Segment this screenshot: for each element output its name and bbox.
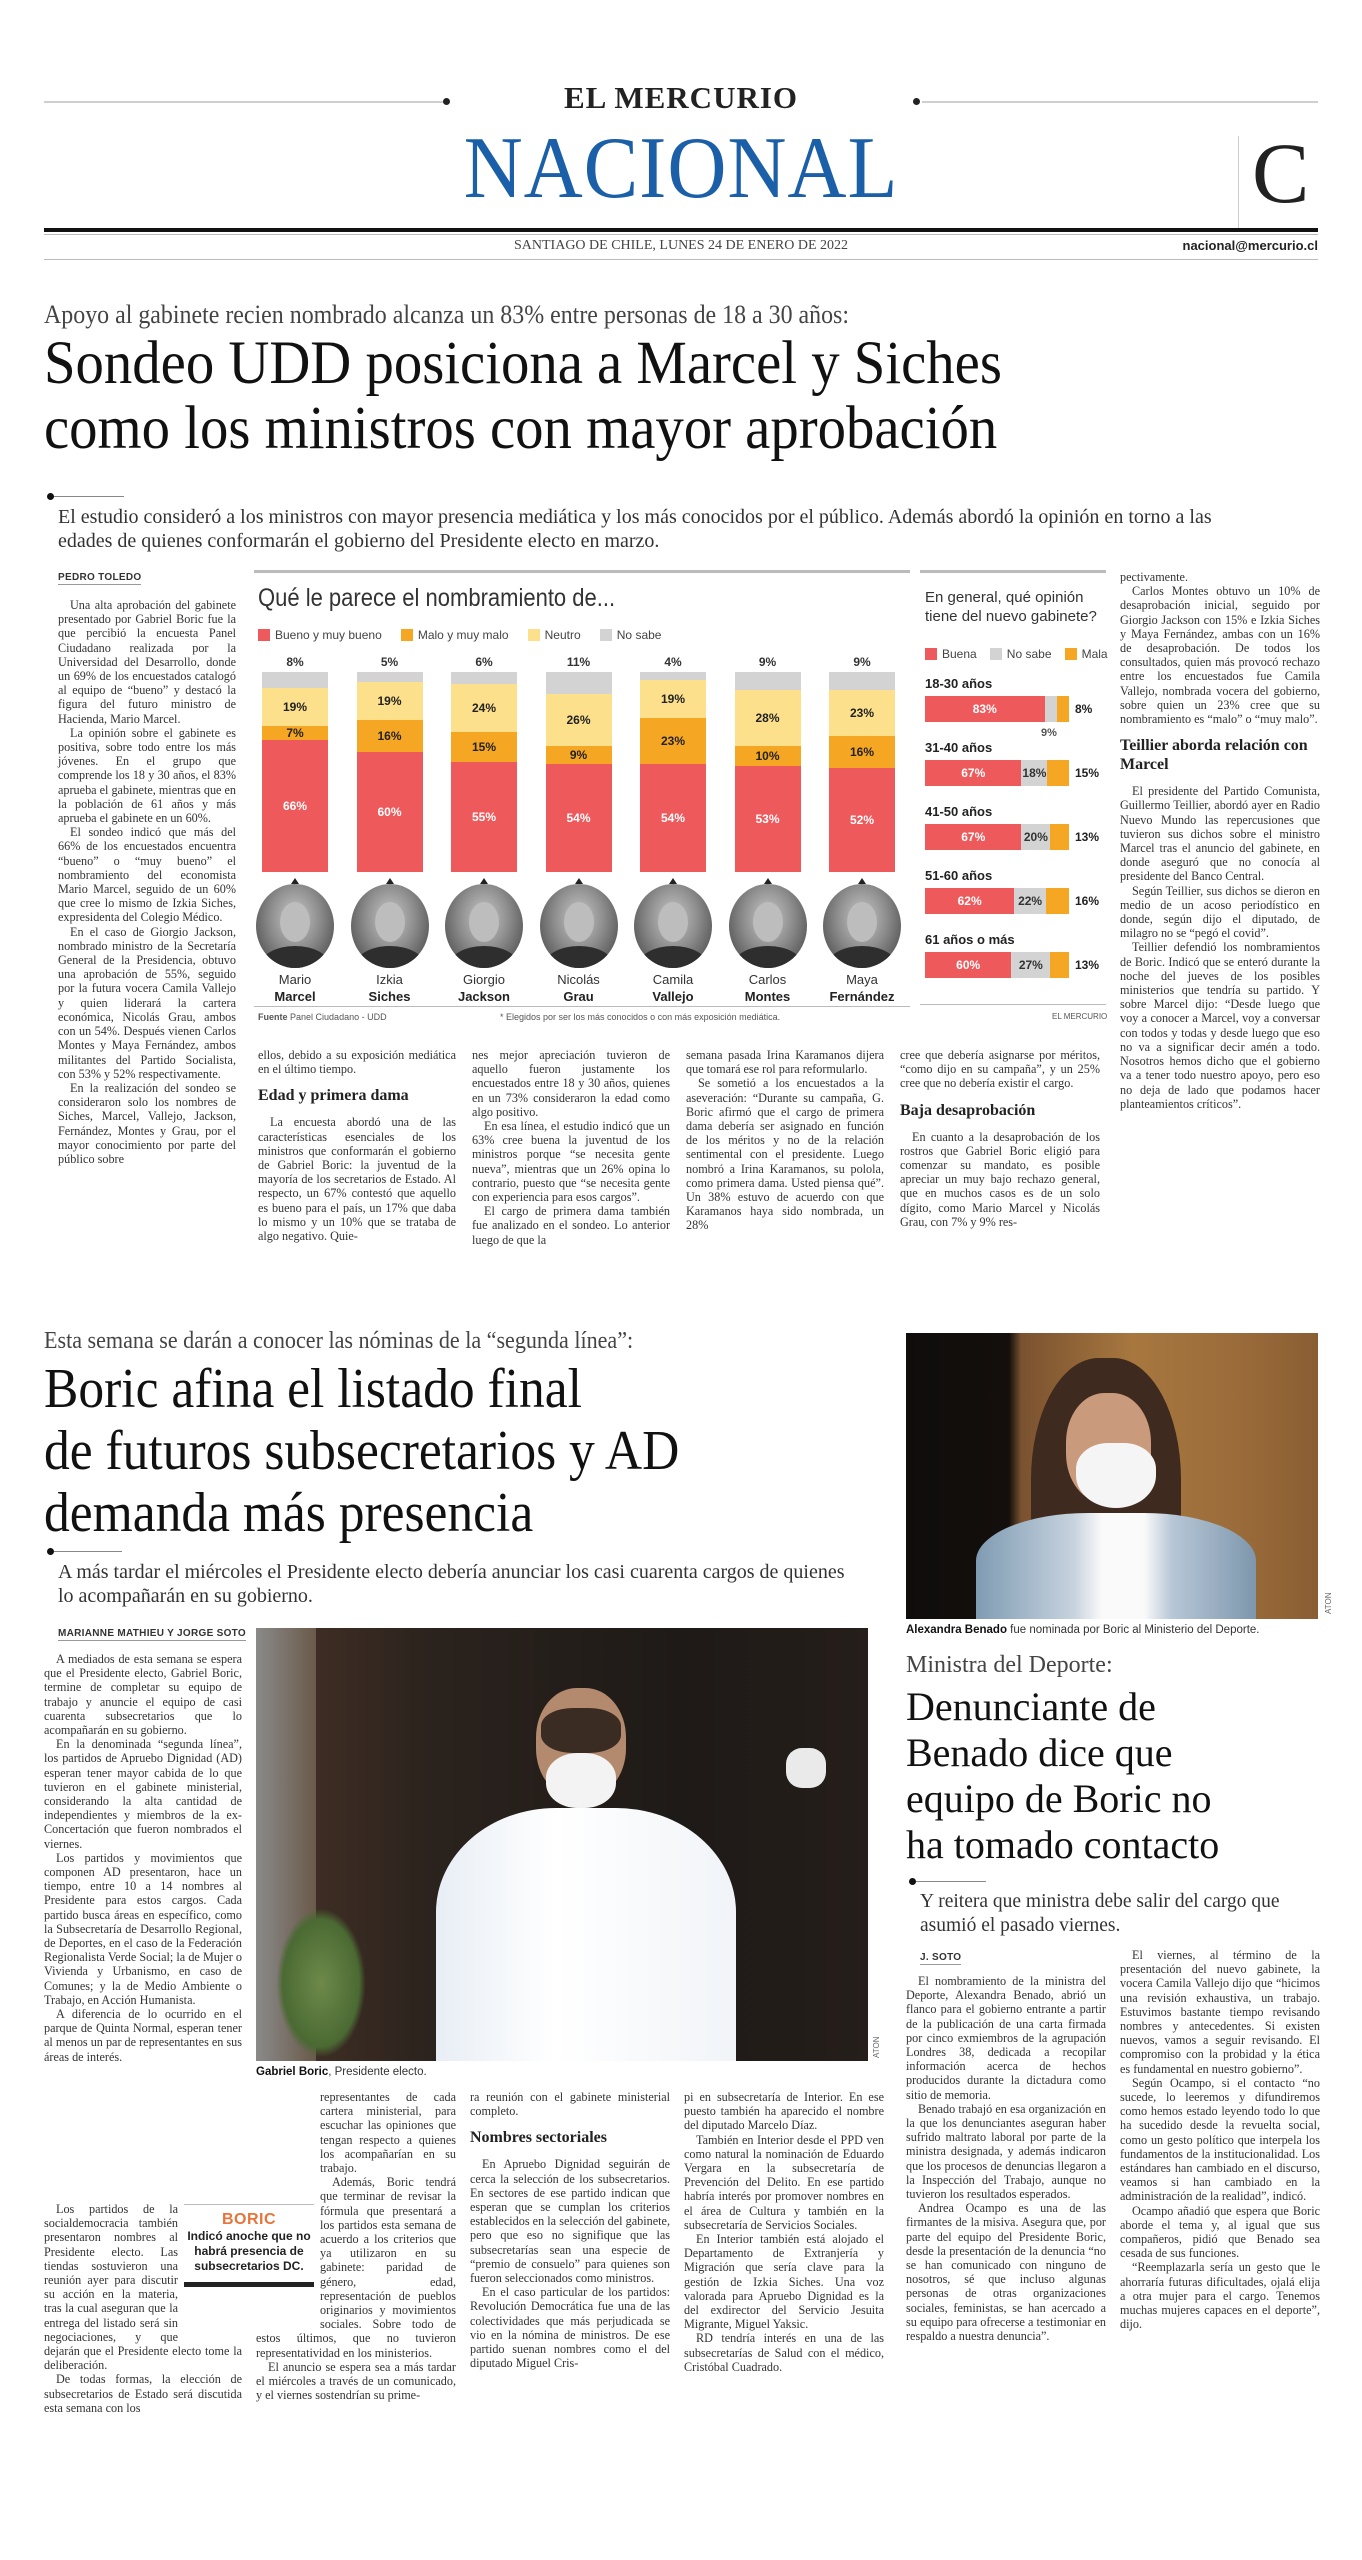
article3-byline: J. SOTO [920,1952,962,1963]
chart2-top-rule [920,570,1106,573]
hbar-value-label: 13% [1075,830,1100,844]
minister-first-name: Nicolás [557,972,600,987]
photo-background-person [786,1748,826,1788]
bar-segment-no-sabe [546,672,612,694]
article2-headline-line: demanda más presencia [44,1482,534,1544]
bar-value-label: 7% [286,726,304,740]
hbar-segment-mala [1050,824,1069,850]
legend-label: No sabe [616,628,662,642]
paragraph: En el caso particular de los partidos: Revolución Democrática fue una de las colectividades que más perjudicada se vio en la nómina de ministros. De ese partido suenan nombres como el del diputado Miguel Cris- [470,2285,670,2371]
hbar-segment-no-sabe [1045,696,1058,722]
subheading: Teillier aborda relación con Marcel [1120,737,1308,774]
minister-first-name: Giorgio [463,972,505,987]
paragraph: Benado trabajó en esa organización en la que los denunciantes aseguran haber sufrido maltrato laboral por parte de la ministra designada, y además indicaron que los procesos de denuncias llegaron a la Inspección del Trabajo, aunque no tuvieron los resultados esperados. [906,2101,1106,2202]
bar-group [735,650,801,1006]
photo-mask [1076,1443,1156,1508]
paragraph: El sondeo indicó que más del 66% de los encuestados encuentra “bueno” o “muy bueno” el nombramiento del economista Mario Marcel, seguido de un 60% que cree lo mismo de Izkia Siches, expresidenta del Colegio Médico. [58,825,236,925]
photo-shirt [436,1808,736,2061]
hbar-segment-mala [1050,952,1069,978]
photo-caption [906,1624,1259,1636]
article2-column-1 [44,1652,242,2064]
minister-last-name: Vallejo [652,989,694,1004]
photo-shoulders [638,946,708,968]
bar-value-label: 8% [286,655,304,669]
masthead-rule-right [922,101,1318,103]
article2-headline-line: Boric afina el listado final [44,1358,582,1420]
paragraph: En cuanto a la desaprobación de los rostros que Gabriel Boric eligió para comenzar su mandato, es posible apreciar un muy bajo rechazo general, que en muchos casos es de un solo dígito, como Mario Marcel y Nicolás Grau, con 7% y 9% res- [900,1129,1100,1229]
bar-value-label: 9% [853,655,871,669]
paragraph: Los partidos y movimientos que componen AD presentaron, hace un tiempo, entre 10 a 14 nombres al Presidente para estos cargos. Cada partido busca áreas en específico, como la Subsecretaría de Desarrollo Regional, de Deportes, en el caso de la Federación Regionalista Verde Social; la de Mujer o Vivienda y Urbanismo, en caso de Comunes; y la de Medio Ambiente o Trabajo, en Acción Humanista. [44,1850,242,2007]
paragraph: Carlos Montes obtuvo un 10% de desaprobación inicial, seguido por Giorgio Jackson con 15% e Izkia Siches y Maya Fernández, ambas con un 16% de desaprobación. De todos los consultados, quien más provocó rechazo entre los encuestados fue Camila Vallejo, nombrada vocera del gobierno, sobre quien un 23% cree que su nombramiento es “malo” o “muy malo”. [1120,584,1320,727]
article2-headline [44,1358,679,1544]
bar-value-label: 5% [380,655,399,669]
paragraph-continued: pectivamente. [1120,570,1189,584]
photo-caption [256,2066,427,2078]
paragraph: También en Interior desde el PPD ven como natural la nominación de Eduardo Vergara en la subsecretaría de Prevención del Delito. En ese partido habría interés por promover nombres en el área de Cultura y también en la subsecretaría de Servicios Sociales. [684,2132,884,2232]
bar-value-label: 6% [475,655,493,669]
minister-last-name: Grau [563,989,594,1004]
article3-headline [906,1684,1219,1868]
article3-deck: Y reitera que ministra debe salir del cargo que asumió el pasado viernes. [920,1891,1280,1936]
article1-column-2 [258,1048,456,1243]
section-letter: C [1252,125,1310,221]
photo-plant [276,1908,366,2058]
bar-value-label: 23% [849,706,875,720]
pullquote-rule-bottom [184,2282,314,2287]
masthead-rule-thin [44,234,1318,235]
photo-credit: ATON [872,2036,881,2058]
source-value: Panel Ciudadano - UDD [290,1012,387,1022]
bar-value-label: 15% [471,740,497,754]
article2-deck: A más tardar el miércoles el Presidente electo debería anunciar los casi cuarenta cargos de quienes lo acompañarán en su gobierno. [58,1561,845,1607]
chart1-source [258,1012,387,1022]
bar-value-label: 52% [849,813,875,827]
photo-shoulders [827,946,897,968]
section-email[interactable]: nacional@mercurio.cl [1182,238,1318,253]
subheading: Baja desaprobación [900,1101,1036,1119]
minister-last-name: Siches [368,989,411,1004]
age-group-label: 18-30 años [925,676,993,691]
article3-headline-line: equipo de Boric no [906,1776,1212,1821]
paragraph: “Reemplazarla sería un gesto que le ahorraría futuras dificultades, ojalá elija a otra mujer para el cargo. Tenemos muchas mujeres capaces en el deporte”, dijo. [1120,2260,1320,2332]
photo-face [469,902,499,942]
photo-face [375,902,405,942]
hbar-value-label: 62% [957,894,982,908]
legend-swatch-malo [401,629,413,641]
bar-value-label: 19% [660,692,686,706]
legend-swatch-bueno [258,629,270,641]
minister-first-name: Mario [278,972,312,987]
pullquote [184,2204,314,2287]
pullquote-rule-top [184,2204,314,2205]
minister-photo [351,884,429,968]
article2-column-4 [684,2090,884,2374]
bar-value-label: 9% [569,748,588,762]
hbar-value-label: 22% [1018,894,1043,908]
article1-deck: El estudio consideró a los ministros con mayor presencia mediática y los más conocidos por el público. Además abordó la opinión en torno a las edades de quienes conformarán el gobierno del Presidente electo en marzo. [58,506,1212,552]
legend-label: Malo y muy malo [417,628,509,642]
bar-value-label: 55% [471,810,497,824]
bar-group [546,650,612,1006]
legend-mala [1065,647,1108,661]
article1-kicker: Apoyo al gabinete recien nombrado alcanza un 83% entre personas de 18 a 30 años: [44,300,850,329]
paragraph-continued: ellos, debido a su exposición mediática en el último tiempo. [258,1048,456,1077]
chart1-title: Qué le parece el nombramiento de... [258,584,616,612]
photo-credit: ATON [1324,1592,1333,1614]
bar-segment-no-sabe [829,672,895,690]
article1-headline-line2: como los ministros con mayor aprobación [44,394,998,462]
paragraph-continued: representantes de cada cartera ministerial, para escuchar las opiniones que tengan respecto a quienes los acompañarían en su trabajo. [320,2090,456,2176]
bar-value-label: 9% [758,655,777,669]
legend-swatch-no-sabe [600,629,612,641]
article1-column-4 [686,1048,884,1233]
hbar-value-label: 13% [1075,958,1100,972]
minister-first-name: Camila [652,972,694,987]
legend-swatch-no-sabe [990,648,1002,660]
chart-nombramiento [254,650,914,1006]
bar-value-label: 60% [377,805,402,819]
photo-mask [546,1753,616,1808]
bar-value-label: 54% [566,811,591,825]
legend-swatch-mala [1065,648,1077,660]
article3-headline-line: Benado dice que [906,1730,1173,1775]
legend-no-sabe [990,647,1052,661]
paragraph: En la denominada “segunda línea”, los partidos de Apruebo Dignidad (AD) esperan tener mayor cabida de lo que tuvieron en el gabinete ministerial, considerando la alta cantidad de independientes y miembros de la ex-Concertación que fueron nombrados el viernes. [44,1737,242,1851]
paragraph: Andrea Ocampo es una de las firmantes de la misiva. Asegura que, por parte del equipo del Presidente Boric, desde la presentación de la denuncia “no se han comunicado con ninguno de nosotros, sé que incluso algunas personas de otras organizaciones sociales, feministas, se han acercado a su equipo para ofrecerse a testimoniar en respaldo a nuestra denuncia”. [906,2201,1106,2344]
photo-face [658,902,688,942]
bar-value-label: 24% [471,701,497,715]
hbar-value-label: 18% [1022,766,1047,780]
photo-shoulders [544,946,614,968]
bar-segment-no-sabe [640,672,706,680]
section-separator [1238,136,1239,228]
photo-alexandra-benado [906,1333,1318,1619]
pullquote-title: BORIC [221,2211,277,2228]
minister-last-name: Jackson [457,989,511,1004]
hbar-value-label: 20% [1023,830,1048,844]
paragraph: Una alta aprobación del gabinete presentado por Gabriel Boric fue la que percibió la encuesta Panel Ciudadano realizada por la Universidad del Desarrollo, donde un 69% de los encuestados catalogó al equipo de “bueno” y destacó la figura del futuro ministro de Hacienda, Mario Marcel. [58,598,236,726]
newspaper-logo: EL MERCURIO [563,80,799,115]
paragraph: Además, Boric tendrá que terminar de revisar la fórmula que presentará a los partidos esta semana de acuerdo a los criterios que ya utilizaron en su gabinete: paridad de género, edad, representación de pueblos originarios y movimientos sociales. Sobre todo de estos últimos, que no tuvieron representatividad en los ministerios. [256,2175,456,2360]
minister-last-name: Marcel [274,989,316,1004]
paragraph: La encuesta abordó una de las características esenciales de los ministros que conformarán el gobierno de Gabriel Boric: la juventud de la mayoría de los secretarios de Estado. Al respecto, un 67% contestó que aquello es bueno para el país, un 17% que daba lo mismo y un 10% que se trataba de algo negativo. Quie- [258,1115,456,1244]
bar-segment-no-sabe [735,672,801,690]
photo-shoulders [260,946,330,968]
chart2-title: En general, qué opinión tiene del nuevo gabinete? [925,589,1097,625]
paragraph: En Apruebo Dignidad seguirán de cerca la selección de los subsecretarios. En sectores de ese partido indican que esperan que se cumplan los criterios establecidos en la selección del gabinete, pero que eso no signifique que las subsecretarías sean una especie de “premio de consuelo” para quienes son fueron seleccionados como ministros. [470,2157,670,2286]
article1-headline [44,332,1002,461]
caption-text: , Presidente electo. [328,2066,427,2078]
hbar-value-label: 16% [1075,894,1100,908]
photo-jacket [976,1513,1256,1619]
source-label: Fuente [258,1012,288,1022]
bar-segment-no-sabe [262,672,328,688]
article1-column-6 [1120,570,1320,1111]
legend-swatch-buena [925,648,937,660]
paragraph: En Interior también está alojado el Departamento de Extranjería y Migración que sería clave para la gestión de Izkia Siches. Una voz valorada para Apruebo Dignidad es la del exdirector del Servicio Jesuita Migrante, Miguel Yaksic. [684,2232,884,2332]
bar-value-label: 66% [282,799,308,813]
minister-photo [823,884,901,968]
bar-value-label: 53% [755,812,780,826]
legend-label: Mala [1081,647,1108,661]
hbar-value-label: 83% [972,702,997,716]
paragraph: En la realización del sondeo se consideraron solo los nombres de Siches, Marcel, Vallejo, Jackson, Fernández, Montes y Grau, por el mayor conocimiento por parte del público sobre [58,1080,236,1166]
paragraph: Según Teillier, sus dichos se dieron en medio de un acoso periodístico en donde, según dijo el diputado, de milagro no se “pegó el covid”. [1120,883,1320,941]
legend-neutro [528,628,581,642]
paragraph: La opinión sobre el gabinete es positiva, sobre todo entre los más jóvenes. En el grupo que comprende los 18 y 30 años, el 83% aprueba el gabinete, mientras que en la población de 61 años y más aprueba el gabinete en un 60%. [58,725,236,826]
paragraph: A diferencia de lo ocurrido en el parque de Quinta Normal, esperan tener al menos un par de representantes en sus áreas de interés. [44,2007,242,2064]
minister-photo [540,884,618,968]
hbar-value-label: 60% [956,958,981,972]
age-group-label: 51-60 años [925,868,993,883]
paragraph-continued: semana pasada Irina Karamanos dijera que tomará ese rol para reformularlo. [686,1048,884,1077]
paragraph: RD tendría interés en una de las subsecretarías de Salud con el médico, Cristóbal Cuadrado. [684,2331,884,2374]
paragraph: Los partidos de la socialdemocracia también presentaron nombres al Presidente electo. Las tiendas sostuvieron una reunión ayer para discutir su acción en la materia, tras la cual aseguran que la entrega del listado será sin negociaciones, y que dejarán que el Presidente electo tome la deliberación. [44,2202,242,2373]
paragraph-continued: cree que debería asignarse por méritos, “como dijo en su campaña”, y un 25% cree que no debería existir el cargo. [900,1048,1100,1091]
bar-group [262,650,328,1006]
article2-bullet-rule [50,1551,122,1552]
hbar-segment-mala [1047,760,1069,786]
bar-value-label: 19% [377,694,402,708]
article3-kicker: Ministra del Deporte: [906,1652,1113,1678]
chart1-bottom-rule [254,1006,910,1007]
caption-name: Alexandra Benado [906,1624,1007,1636]
article1-column-3 [472,1048,670,1247]
bar-value-label: 16% [849,745,875,759]
chart1-legend [258,626,675,645]
bar-value-label: 16% [377,729,402,743]
paragraph: Se sometió a los encuestados a la aseveración: “Durante su campaña, G. Boric afirmó que el cargo de primera dama debería ser asignado en función de los méritos y no de la relación sentimental con el presidente. Luego nombró a Irina Karamanos, su polola, como primera dama. Usted piensa qué”. Un 38% estuvo de acuerdo con que Karamanos haya sido nombrada, un 28% [686,1076,884,1233]
hbar-value-label: 15% [1075,766,1100,780]
bar-group [357,650,423,1006]
photo-hair [541,1708,621,1753]
legend-label: Buena [942,647,977,661]
paragraph: En esa línea, el estudio indicó que un 63% cree buena la juventud de los ministros porque “se necesita gente nueva”, mientras que un 26% opina lo contrario, puesto que “se necesita gente con experiencia para esos cargos”. [472,1119,670,1205]
bar-value-label: 28% [755,711,780,725]
paragraph: Ocampo añadió que espera que Boric aborde el tema y, al igual que sus compañeros, pidió que Benado sea cesada de sus funciones. [1120,2203,1320,2261]
minister-first-name: Carlos [748,972,787,987]
minister-first-name: Izkia [376,972,403,987]
paragraph: De todas formas, la elección de subsecretarios de Estado será discutida esta semana con los [44,2372,242,2415]
minister-last-name: Montes [744,989,791,1004]
article3-column-1 [906,1974,1106,2343]
chart1-top-rule [254,570,910,573]
minister-first-name: Maya [846,972,878,987]
article2-headline-line: de futuros subsecretarios y AD [44,1420,680,1482]
photo-shoulders [449,946,519,968]
article1-column-1 [58,598,236,1166]
paragraph-continued: nes mejor apreciación tuvieron de aquello fueron justamente los encuestados entre 18 y 30 años, quienes en un 73% consideraron la edad como algo positivo. [472,1048,670,1119]
legend-buena [925,647,977,661]
article2-byline: MARIANNE MATHIEU Y JORGE SOTO [58,1628,246,1639]
bar-value-label: 26% [566,713,591,727]
photo-face [847,902,877,942]
bar-value-label: 4% [664,655,682,669]
minister-photo [634,884,712,968]
hbar-value-label: 67% [961,766,986,780]
hbar-value-label: 9% [1041,727,1057,739]
caption-name: Gabriel Boric [256,2066,329,2078]
article1-bullet-rule [50,496,124,497]
hbar-value-label: 67% [961,830,986,844]
hbar-value-label: 8% [1075,702,1093,716]
hbar-segment-mala [1046,888,1069,914]
bar-value-label: 10% [755,749,780,763]
bar-segment-no-sabe [357,672,423,682]
chart1-footnote: * Elegidos por ser los más conocidos o con más exposición mediática. [500,1012,781,1022]
paragraph: El viernes, al término de la presentación del nuevo gabinete, la vocera Camila Vallejo dijo que “hicimos una revisión exhaustiva, un trabajo. Estuvimos bastante tiempo revisando nombres y antecedentes. Si existen nuevos, vamos a seguir revisando. El compromiso con la probidad y la ética es fundamental en nuestro gobierno”. [1120,1948,1320,2076]
age-group-label: 31-40 años [925,740,993,755]
paragraph: El presidente del Partido Comunista, Guillermo Teillier, abordó ayer en Radio Nuevo Mundo las repercusiones que tuvieron sus dichos sobre el ministro Marcel tras el anuncio del gabinete, en donde aseguró que no conocía al presidente del Banco Central. [1120,784,1320,884]
photo-shoulders [733,946,803,968]
paragraph: Según Ocampo, si el contacto “no sucede, lo leeremos y difundiremos como hemos estado leyendo todo lo que ha sucedido desde la revuelta social, como un gesto político que interpela los fundamentos de la institucionalidad. Los estándares han cambiado en el discurso, veamos si han cambiado en la administración de la realidad”, indicó. [1120,2075,1320,2204]
photo-shoulders [355,946,425,968]
section-title: NACIONAL [463,120,899,217]
article1-byline: PEDRO TOLEDO [58,572,142,583]
legend-no-sabe [600,628,662,642]
masthead-rule [44,228,1318,232]
paragraph: El anuncio se espera sea a más tardar el miércoles a través de un comunicado, y el viernes sostendrían su prime- [256,2359,456,2403]
hbar-value-label: 27% [1018,958,1043,972]
chart1-credit: EL MERCURIO [1052,1012,1108,1021]
age-group-label: 41-50 años [925,804,993,819]
paragraph: Teillier defendió los nombramientos de Boric. Indicó que se enteró durante la noche del jueves de los posibles ministerios que tendría su partido. Y sobre Marcel dijo: “Desde luego que voy a conocer a Marcel, voy a conversar con todos y todas y desde luego que eso no va a significar decir amén a todo. Nosotros hemos dicho que el gobierno va a tener todo nuestro apoyo, pero eso no deja de lado que podamos hacer planteamientos críticos”. [1120,940,1320,1111]
article3-headline-line: Denunciante de [906,1684,1156,1729]
article3-column-2 [1120,1948,1320,2331]
article1-column-5 [900,1048,1100,1229]
paragraph: El cargo de primera dama también fue analizado en el sondeo. Lo anterior luego de que la [472,1204,670,1247]
photo-gabriel-boric [256,1628,868,2061]
legend-label: Neutro [544,628,581,642]
dateline-rule [44,259,1318,260]
article3-bullet-rule [912,1881,986,1882]
legend-label: No sabe [1006,647,1052,661]
chart-opinion-gabinete [925,676,1115,996]
bar-group [640,650,706,1006]
bar-value-label: 23% [660,734,686,748]
minister-last-name: Fernández [829,989,895,1004]
bar-group [451,650,517,1006]
article1-headline-line1: Sondeo UDD posiciona a Marcel y Siches [44,330,1002,397]
age-group-label: 61 años o más [925,932,1015,947]
hbar-segment-mala [1057,696,1069,722]
chart2-legend [925,645,1108,664]
paragraph-continued: ra reunión con el gabinete ministerial completo. [470,2090,670,2119]
article3-headline-line: ha tomado contacto [906,1822,1220,1867]
bar-segment-no-sabe [451,672,517,684]
legend-label: Bueno y muy bueno [275,628,382,642]
bar-value-label: 54% [660,811,686,825]
minister-photo [729,884,807,968]
legend-malo [401,628,509,642]
bar-value-label: 11% [566,655,591,669]
paragraph: En el caso de Giorgio Jackson, nombrado ministro de la Secretaría General de la Presidencia, obtuvo una aprobación de 55%, seguido por la futura vocera Camila Vallejo y quien liderará la cartera económica, Nicolás Grau, ambos con un 54%. Después vienen Carlos Montes y Maya Fernández, ambos militantes del Partido Socialista, con 53% y 52% respectivamente. [58,924,236,1081]
dateline: SANTIAGO DE CHILE, LUNES 24 DE ENERO DE 2022 [513,238,849,253]
chart2-bottom-rule [920,1004,1106,1005]
photo-face [280,902,310,942]
article2-kicker: Esta semana se darán a conocer las nóminas de la “segunda línea”: [44,1328,634,1354]
minister-photo [256,884,334,968]
paragraph: El nombramiento de la ministra del Deporte, Alexandra Benado, abrió un flanco para el gobierno entrante a partir de la publicación de una carta firmada por cinco exmiembros de la agrupación Londres 38, dedicada a recopilar información acerca de hechos producidos durante la dictadura como sitio de memoria. [906,1974,1106,2102]
pullquote-text: Indicó anoche que no habrá presencia de subsecretarios DC. [187,2229,311,2273]
photo-face [564,902,594,942]
legend-swatch-neutro [528,629,540,641]
photo-face [753,902,783,942]
paragraph-continued: pi en subsecretaría de Interior. En ese puesto también ha aparecido el nombre del diputado Marcelo Díaz. [684,2090,884,2133]
subheading: Nombres sectoriales [470,2129,607,2147]
bar-group [829,650,895,1006]
masthead-dot-right [913,98,920,105]
subheading: Edad y primera dama [258,1087,409,1105]
minister-photo [445,884,523,968]
legend-bueno [258,628,382,642]
caption-text: fue nominada por Boric al Ministerio del Deporte. [1006,1624,1260,1636]
bar-value-label: 19% [282,700,308,714]
article2-column-3 [470,2090,670,2370]
paragraph: A mediados de esta semana se espera que el Presidente electo, Gabriel Boric, termine de completar su equipo de trabajo y anuncie el equipo de casi cuarenta subsecretarios que lo acompañarán en su gobierno. [44,1652,242,1738]
